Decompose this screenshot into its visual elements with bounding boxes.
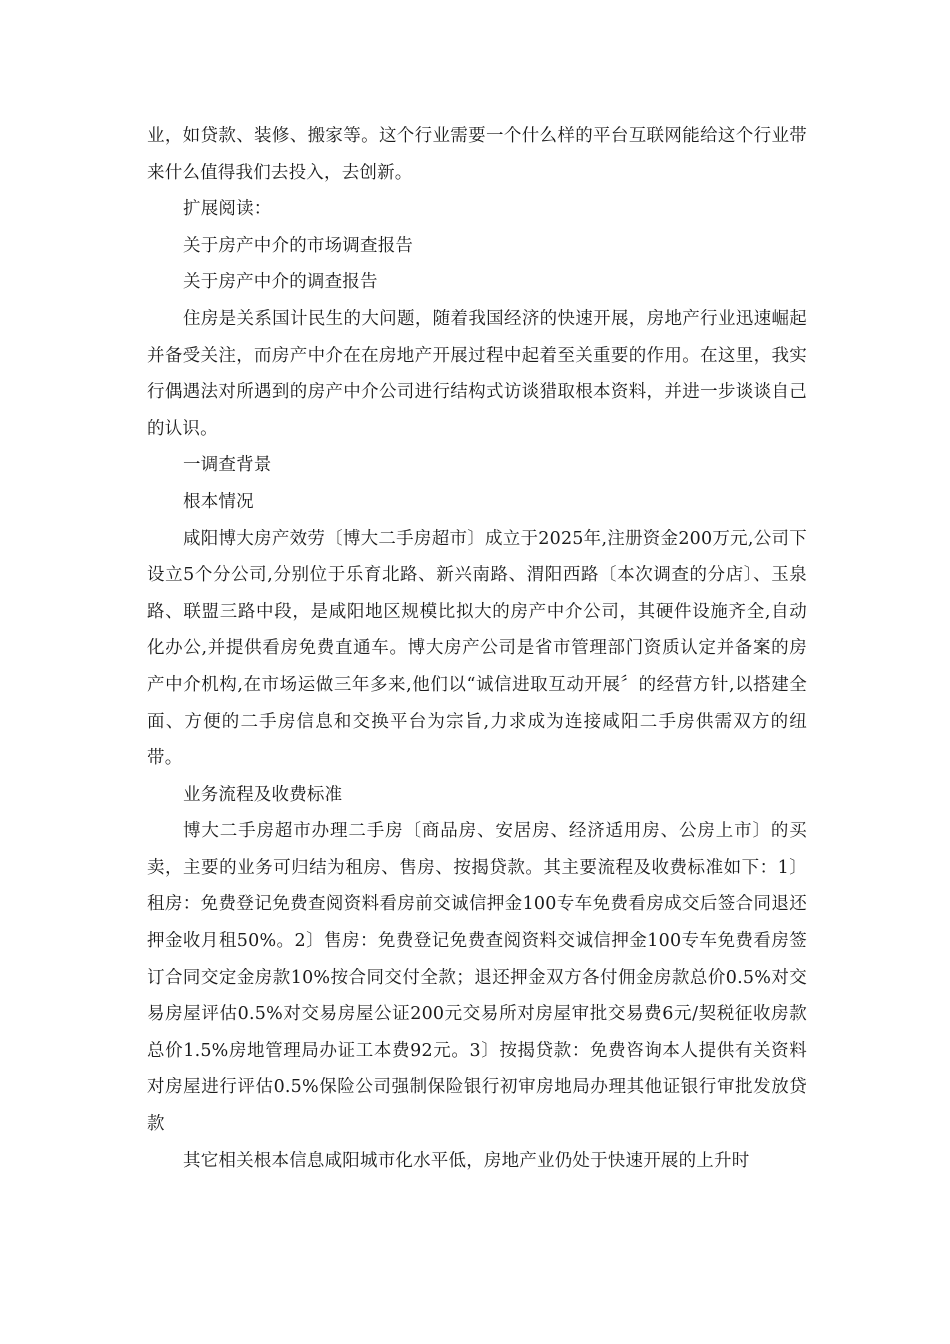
paragraph-other-info: 其它相关根本信息咸阳城市化水平低，房地产业仍处于快速开展的上升时 [183, 1150, 750, 1171]
paragraph-company-overview: 咸阳博大房产效劳〔博大二手房超市〕成立于2025年,注册资金200万元,公司下设立5个分公司,分别位于乐育北路、新兴南路、渭阳西路〔本次调查的分店〕、玉泉路、联盟三路中段，是咸阳地区规模比拟大的房产中介公司，其硬件设施齐全,自动化办公,并提供看房免费直通车。博大房产公司是省市管理部门资质认定并备案的房产中介机构,在市场运做三年多来,他们以“诚信进取互动开展〞的经营方针,以搭建全面、方便的二手房信息和交换平台为宗旨,力求成为连接咸阳二手房供需双方的纽带。 [147, 528, 807, 769]
paragraph-introduction: 住房是关系国计民生的大问题，随着我国经济的快速开展，房地产行业迅速崛起并备受关注，而房产中介在在房地产开展过程中起着至关重要的作用。在这里，我实行偶遇法对所遇到的房产中介公司进行结构式访谈猎取根本资料，并进一步谈谈自己的认识。 [147, 308, 807, 439]
paragraph-extended-reading-label: 扩展阅读： [183, 199, 272, 220]
section-heading-background: 一调查背景 [183, 455, 272, 476]
subheading-basic-info: 根本情况 [183, 491, 254, 512]
document-body [147, 118, 807, 1179]
subheading-process-fees: 业务流程及收费标准 [183, 784, 343, 805]
paragraph-related-title-1: 关于房产中介的市场调查报告 [183, 235, 414, 256]
paragraph-continuation: 业，如贷款、装修、搬家等。这个行业需要一个什么样的平台互联网能给这个行业带来什么值得我们去投入，去创新。 [147, 126, 807, 183]
paragraph-report-title: 关于房产中介的调查报告 [183, 272, 378, 293]
paragraph-process-details: 博大二手房超市办理二手房〔商品房、安居房、经济适用房、公房上市〕的买卖，主要的业务可归结为租房、售房、按揭贷款。其主要流程及收费标准如下：1〕租房：免费登记免费查阅资料看房前交诚信押金100专车免费看房成交后签合同退还押金收月租50%。2〕售房：免费登记免费查阅资料交诚信押金100专车免费看房签订合同交定金房款10%按合同交付全款；退还押金双方各付佣金房款总价0.5%对交易房屋评估0.5%对交易房屋公证200元交易所对房屋审批交易费6元/契税征收房款总价1.5%房地管理局办证工本费92元。3〕按揭贷款：免费咨询本人提供有关资料对房屋进行评估0.5%保险公司强制保险银行初审房地局办理其他证银行审批发放贷款 [147, 821, 807, 1135]
